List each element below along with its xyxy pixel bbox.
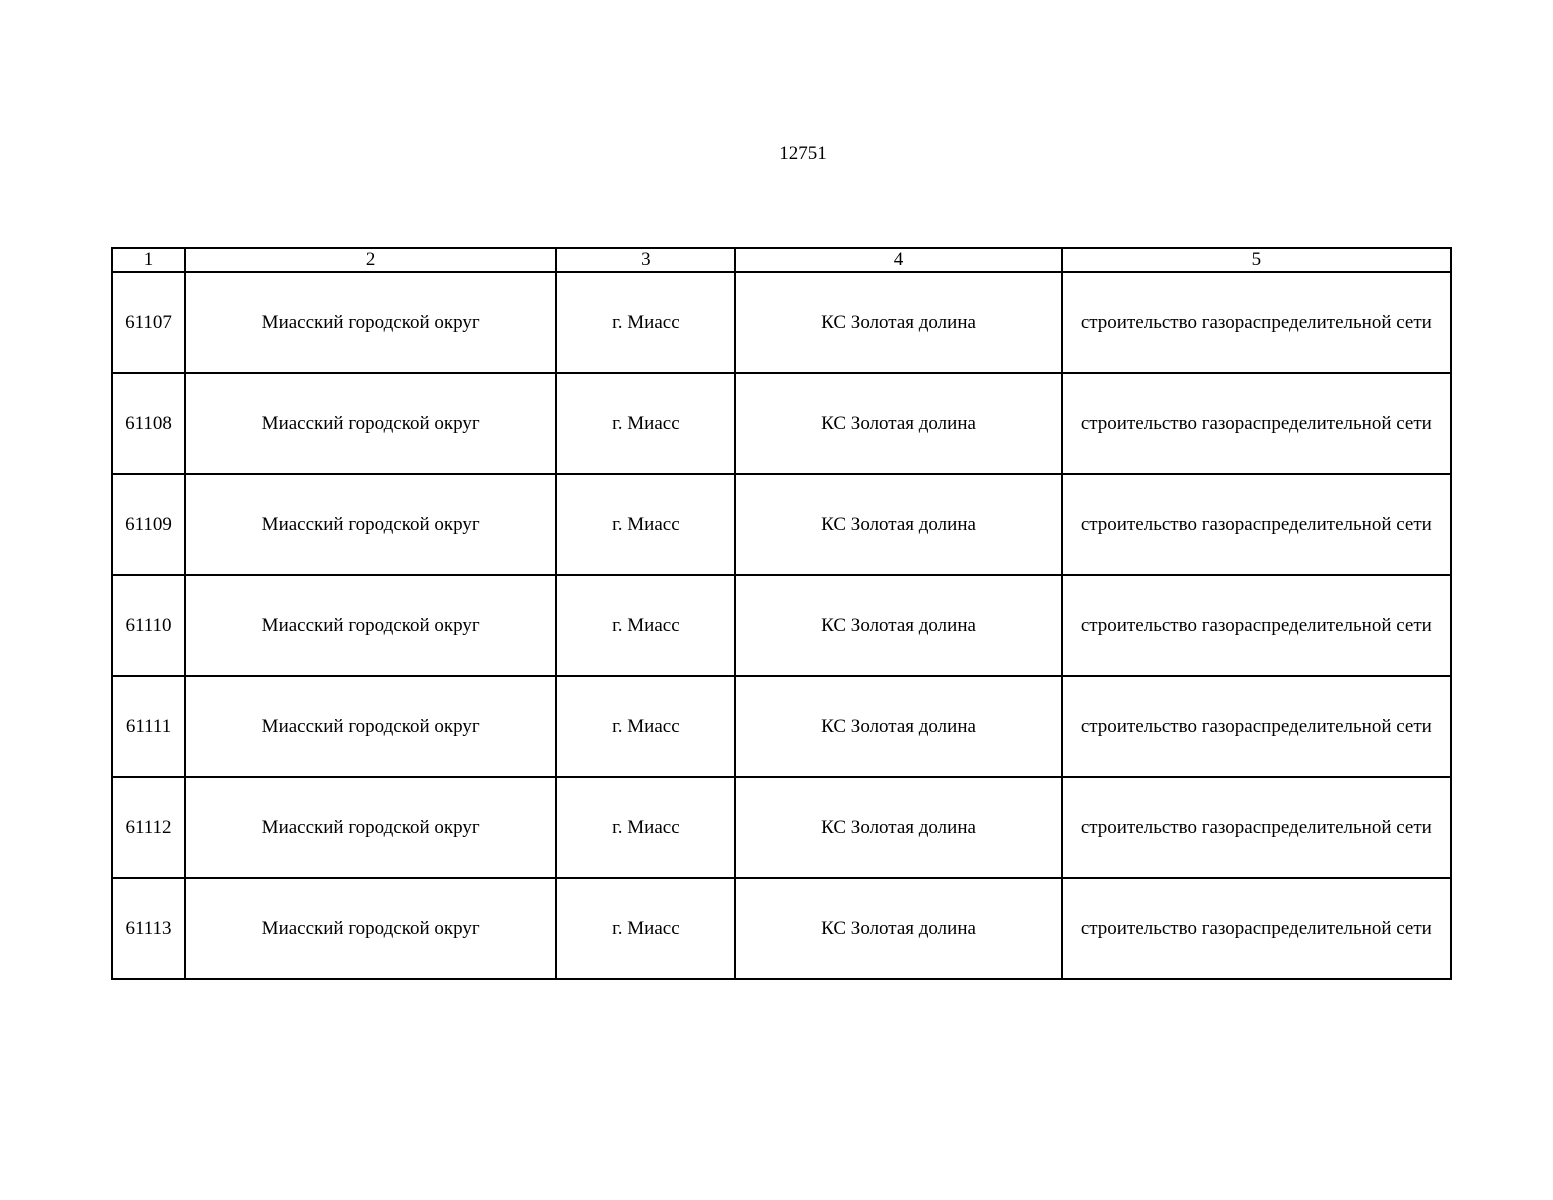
cell-source: КС Золотая долина (735, 373, 1061, 474)
cell-settlement: г. Миасс (556, 373, 735, 474)
cell-settlement: г. Миасс (556, 777, 735, 878)
table-row (112, 575, 1451, 676)
table-row (112, 272, 1451, 373)
cell-activity: строительство газораспределительной сети (1062, 676, 1451, 777)
cell-municipality: Миасский городской округ (185, 373, 556, 474)
cell-number: 61111 (112, 676, 185, 777)
page-number: 12751 (779, 143, 827, 164)
column-header-4: 4 (735, 248, 1061, 272)
column-header-5: 5 (1062, 248, 1451, 272)
cell-number: 61107 (112, 272, 185, 373)
cell-number: 61110 (112, 575, 185, 676)
cell-source: КС Золотая долина (735, 272, 1061, 373)
column-header-1: 1 (112, 248, 185, 272)
table-row (112, 474, 1451, 575)
cell-source: КС Золотая долина (735, 676, 1061, 777)
cell-settlement: г. Миасс (556, 575, 735, 676)
cell-source: КС Золотая долина (735, 575, 1061, 676)
table-row (112, 676, 1451, 777)
cell-municipality: Миасский городской округ (185, 474, 556, 575)
cell-activity: строительство газораспределительной сети (1062, 777, 1451, 878)
cell-activity: строительство газораспределительной сети (1062, 272, 1451, 373)
cell-settlement: г. Миасс (556, 474, 735, 575)
cell-number: 61109 (112, 474, 185, 575)
data-table (111, 247, 1452, 980)
column-header-3: 3 (556, 248, 735, 272)
cell-municipality: Миасский городской округ (185, 272, 556, 373)
cell-settlement: г. Миасс (556, 272, 735, 373)
cell-municipality: Миасский городской округ (185, 676, 556, 777)
cell-number: 61112 (112, 777, 185, 878)
cell-activity: строительство газораспределительной сети (1062, 373, 1451, 474)
table-row (112, 373, 1451, 474)
table-row (112, 878, 1451, 979)
cell-activity: строительство газораспределительной сети (1062, 474, 1451, 575)
cell-settlement: г. Миасс (556, 676, 735, 777)
cell-source: КС Золотая долина (735, 777, 1061, 878)
cell-municipality: Миасский городской округ (185, 878, 556, 979)
cell-municipality: Миасский городской округ (185, 777, 556, 878)
column-header-2: 2 (185, 248, 556, 272)
table-row (112, 777, 1451, 878)
table-header-row (112, 248, 1451, 272)
cell-source: КС Золотая долина (735, 474, 1061, 575)
cell-municipality: Миасский городской округ (185, 575, 556, 676)
cell-activity: строительство газораспределительной сети (1062, 575, 1451, 676)
cell-number: 61113 (112, 878, 185, 979)
cell-source: КС Золотая долина (735, 878, 1061, 979)
cell-activity: строительство газораспределительной сети (1062, 878, 1451, 979)
cell-number: 61108 (112, 373, 185, 474)
cell-settlement: г. Миасс (556, 878, 735, 979)
